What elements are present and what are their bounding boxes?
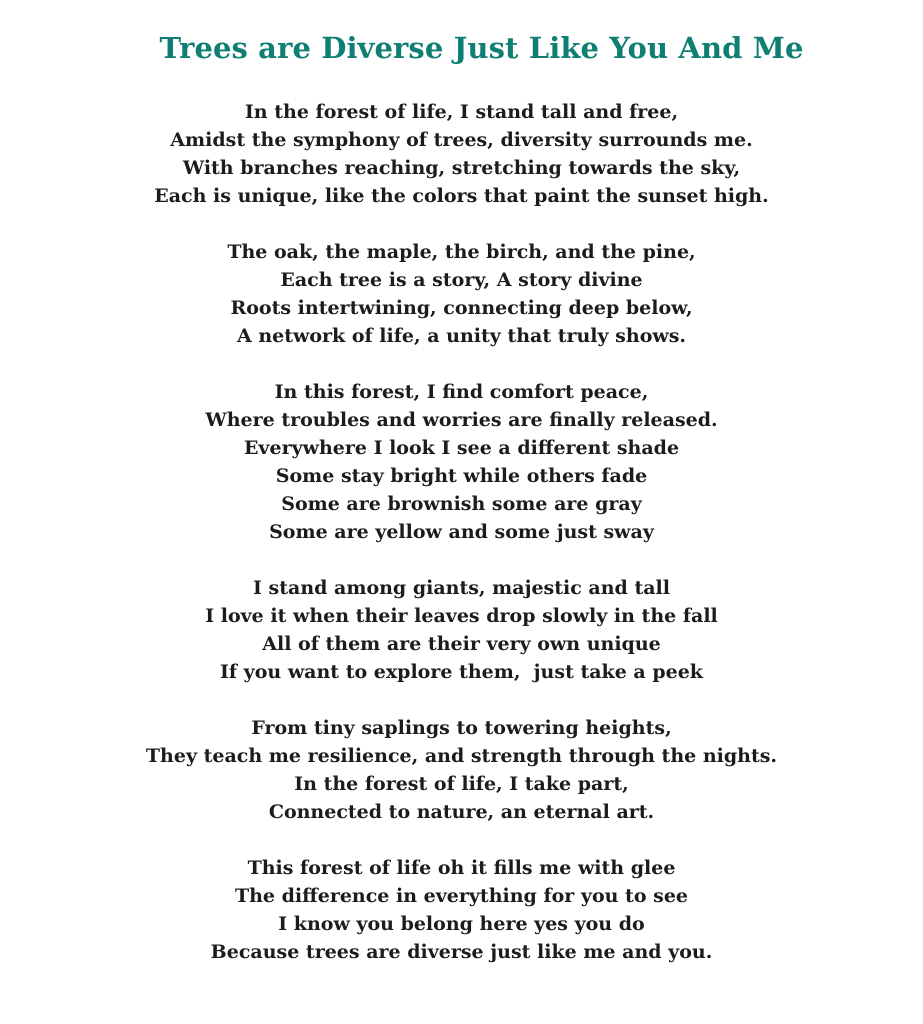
poem-line: A network of life, a unity that truly shows. [236, 325, 687, 347]
poem-line: All of them are their very own unique [262, 633, 661, 655]
poem-line: If you want to explore them, just take a peek [220, 661, 703, 683]
poem-line: I stand among giants, majestic and tall [253, 577, 670, 599]
poem-line: The oak, the maple, the birch, and the pine, [227, 241, 696, 263]
poem-line: Some are yellow and some just sway [269, 521, 654, 543]
poem-body [0, 98, 923, 994]
poem-line: Each tree is a story, A story divine [280, 269, 643, 291]
stanza-5 [0, 714, 923, 826]
poem-line: Some stay bright while others fade [275, 465, 648, 487]
poem-line: Connected to nature, an eternal art. [268, 801, 655, 823]
poem-line: Everywhere I look I see a different shade [243, 437, 680, 459]
stanza-3 [0, 378, 923, 546]
stanza-4 [0, 574, 923, 686]
poem-line: From tiny saplings to towering heights, [251, 717, 672, 739]
poem-line: Amidst the symphony of trees, diversity surrounds me. [170, 129, 753, 151]
poem-line: This forest of life oh it fills me with glee [247, 857, 676, 879]
poem-line: The difference in everything for you to see [234, 885, 688, 907]
poem-line: Roots intertwining, connecting deep below, [230, 297, 693, 319]
poem-line: Because trees are diverse just like me and you. [210, 941, 713, 963]
poem-line: Where troubles and worries are finally released. [205, 409, 718, 431]
stanza-6 [0, 854, 923, 966]
poem-line: In the forest of life, I take part, [294, 773, 629, 795]
poem-line: I love it when their leaves drop slowly in the fall [205, 605, 718, 627]
poem-line: Each is unique, like the colors that paint the sunset high. [154, 185, 769, 207]
poem-line: In this forest, I find comfort peace, [274, 381, 649, 403]
poem-line: I know you belong here yes you do [278, 913, 645, 935]
poem-line: They teach me resilience, and strength through the nights. [145, 745, 778, 767]
stanza-2 [0, 238, 923, 350]
poem-line: In the forest of life, I stand tall and free, [244, 101, 679, 123]
stanza-1 [0, 98, 923, 210]
poem-title: Trees are Diverse Just Like You And Me [159, 31, 804, 65]
poem-line: Some are brownish some are gray [281, 493, 642, 515]
poem-line: With branches reaching, stretching towards the sky, [182, 157, 741, 179]
